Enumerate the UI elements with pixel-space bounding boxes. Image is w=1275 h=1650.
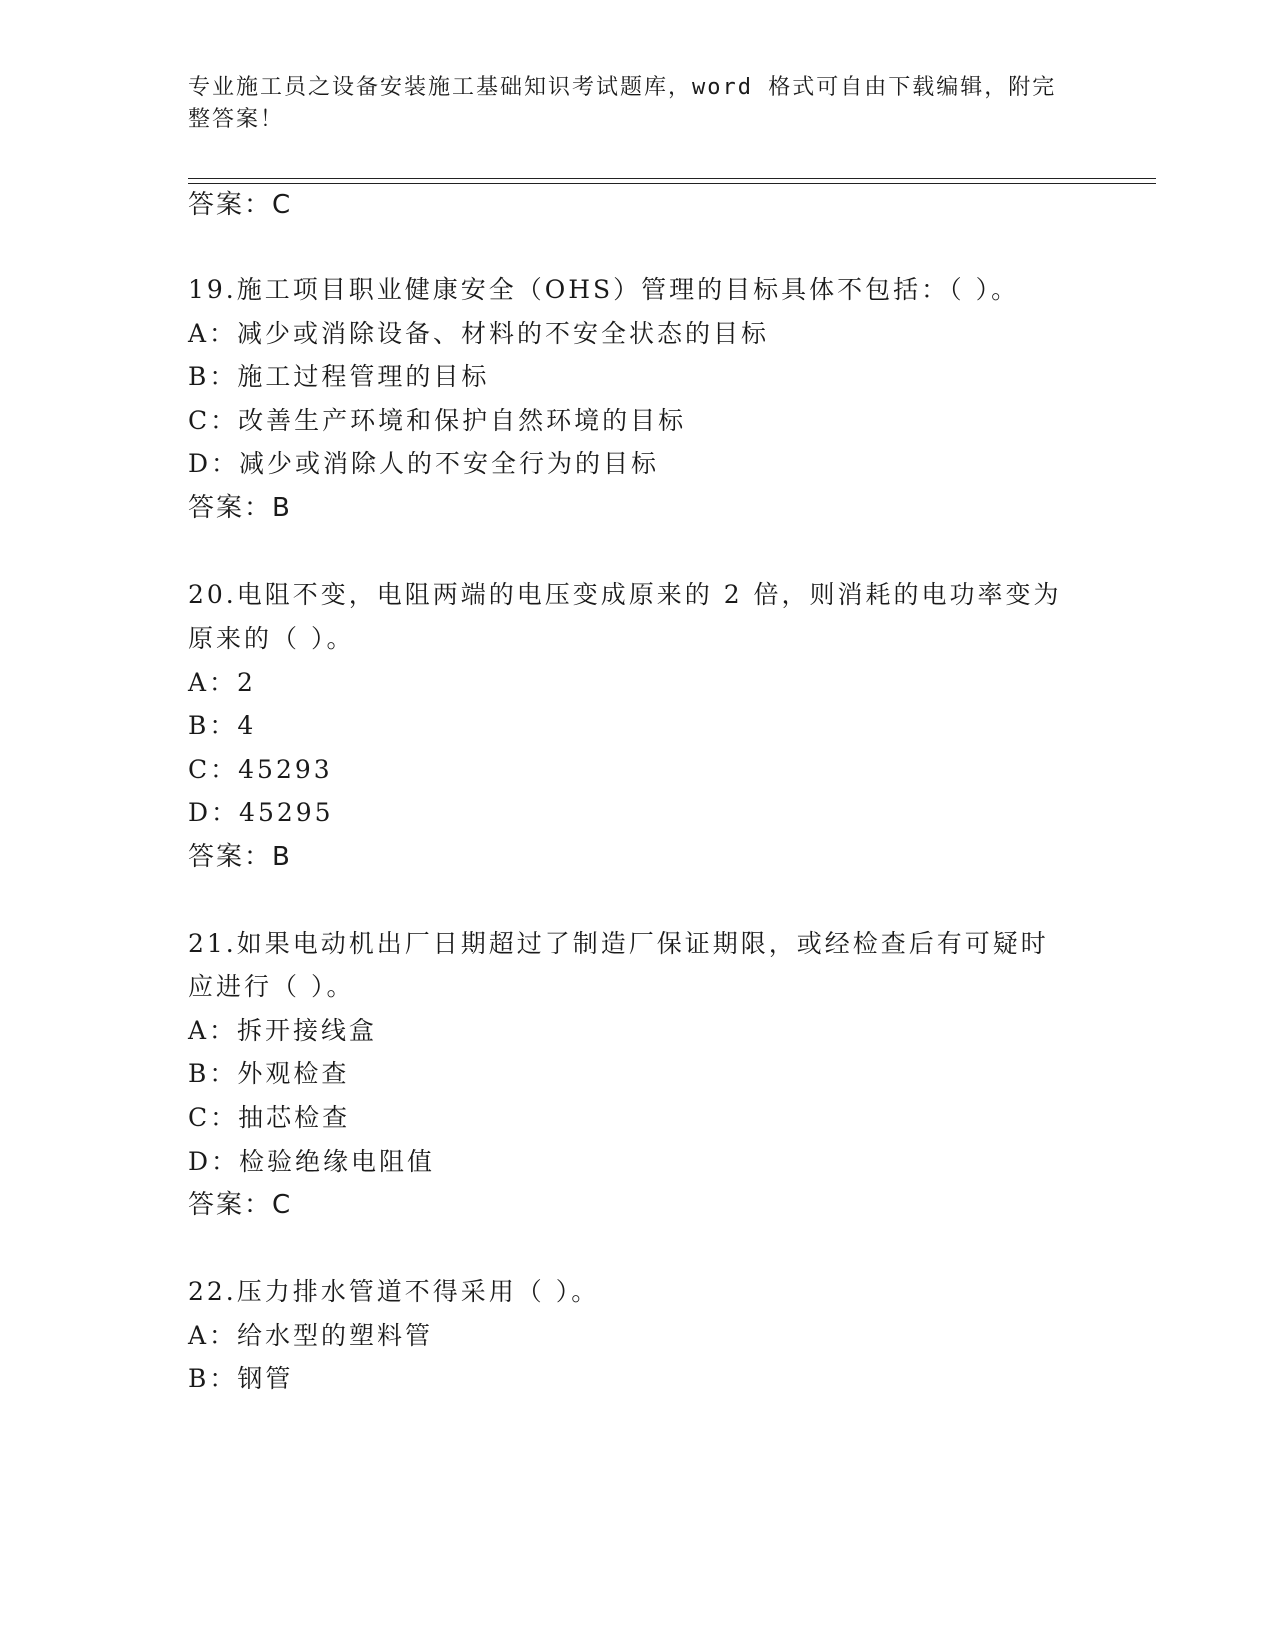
header-line-1: 专业施工员之设备安装施工基础知识考试题库，word 格式可自由下载编辑，附完 [188,75,1057,100]
question-21-answer: 答案：C [188,1190,293,1220]
question-19-stem: 19.施工项目职业健康安全（OHS）管理的目标具体不包括：（ ）。 [188,275,1020,304]
header-line-2: 整答案！ [188,107,285,132]
question-20-answer: 答案：B [188,842,292,872]
question-22-option-b: B：钢管 [188,1364,294,1393]
question-21-stem-line-2: 应进行（ ）。 [188,972,355,1001]
header-divider-top [188,178,1156,179]
question-21-stem-line-1: 21.如果电动机出厂日期超过了制造厂保证期限，或经检查后有可疑时 [188,929,1049,958]
question-19-option-d: D：减少或消除人的不安全行为的目标 [188,449,660,478]
question-20-option-b: B：4 [188,711,257,740]
question-21-option-d: D：检验绝缘电阻值 [188,1147,436,1176]
header-divider-bottom [188,183,1156,184]
question-19-option-c: C：改善生产环境和保护自然环境的目标 [188,406,687,435]
question-22-option-a: A：给水型的塑料管 [188,1321,434,1350]
question-20-option-c: C：45293 [188,755,333,784]
question-20-stem-line-1: 20.电阻不变，电阻两端的电压变成原来的 2 倍，则消耗的电功率变为 [188,580,1062,609]
answer-prev: 答案：C [188,190,293,220]
question-20-option-d: D：45295 [188,798,334,827]
question-19-option-a: A：减少或消除设备、材料的不安全状态的目标 [188,319,770,348]
question-20-option-a: A：2 [188,668,256,697]
question-21-option-b: B：外观检查 [188,1059,350,1088]
question-22-stem: 22.压力排水管道不得采用（ ）。 [188,1277,600,1306]
document-header [188,72,1068,136]
question-19-answer: 答案：B [188,493,292,523]
question-21-option-c: C：抽芯检查 [188,1103,351,1132]
question-21-option-a: A：拆开接线盒 [188,1016,378,1045]
question-19-option-b: B：施工过程管理的目标 [188,362,490,391]
question-20-stem-line-2: 原来的（ ）。 [188,624,355,653]
